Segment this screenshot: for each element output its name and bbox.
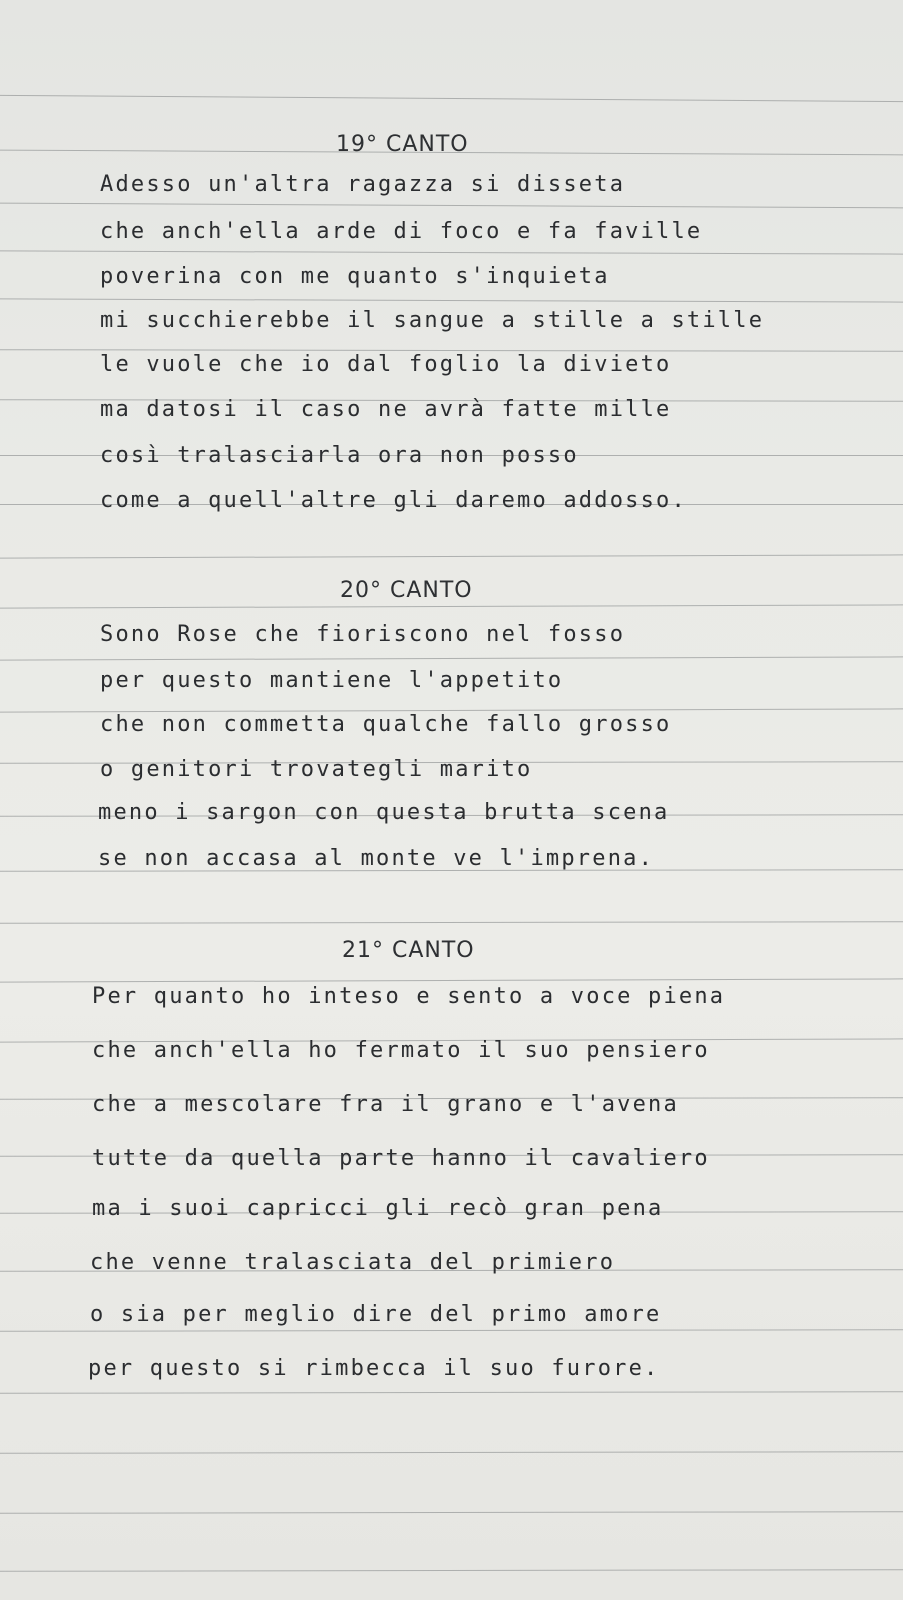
verse-line: meno i sargon con questa brutta scena [98, 800, 670, 825]
canto-title: 20° CANTO [340, 578, 473, 603]
verse-line: le vuole che io dal foglio la divieto [100, 352, 672, 377]
verse-line: Adesso un'altra ragazza si disseta [100, 172, 626, 197]
verse-line: che anch'ella ho fermato il suo pensiero [92, 1038, 710, 1063]
verse-line: che anch'ella arde di foco e fa faville [100, 219, 703, 244]
verse-line: mi succhierebbe il sangue a stille a stille [100, 308, 765, 333]
verse-line: Per quanto ho inteso e sento a voce piena [92, 984, 726, 1009]
verse-line: che a mescolare fra il grano e l'avena [92, 1092, 679, 1117]
verse-line: ma i suoi capricci gli recò gran pena [92, 1196, 664, 1221]
verse-line: che venne tralasciata del primiero [90, 1250, 616, 1275]
verse-line: per questo si rimbecca il suo furore. [88, 1356, 660, 1381]
verse-line: o sia per meglio dire del primo amore [90, 1302, 662, 1327]
verse-line: ma datosi il caso ne avrà fatte mille [100, 397, 672, 422]
verse-line: se non accasa al monte ve l'imprena. [98, 846, 655, 871]
verse-line: poverina con me quanto s'inquieta [100, 264, 610, 289]
verse-line: Sono Rose che fioriscono nel fosso [100, 622, 626, 647]
canto-title: 19° CANTO [336, 132, 469, 157]
verse-line: o genitori trovategli marito [100, 757, 533, 782]
verse-line: tutte da quella parte hanno il cavaliero [92, 1146, 710, 1171]
verse-line: che non commetta qualche fallo grosso [100, 712, 672, 737]
verse-line: per questo mantiene l'appetito [100, 668, 564, 693]
canto-title: 21° CANTO [342, 938, 475, 963]
verse-line: così tralasciarla ora non posso [100, 443, 579, 468]
verse-line: come a quell'altre gli daremo addosso. [100, 488, 687, 513]
